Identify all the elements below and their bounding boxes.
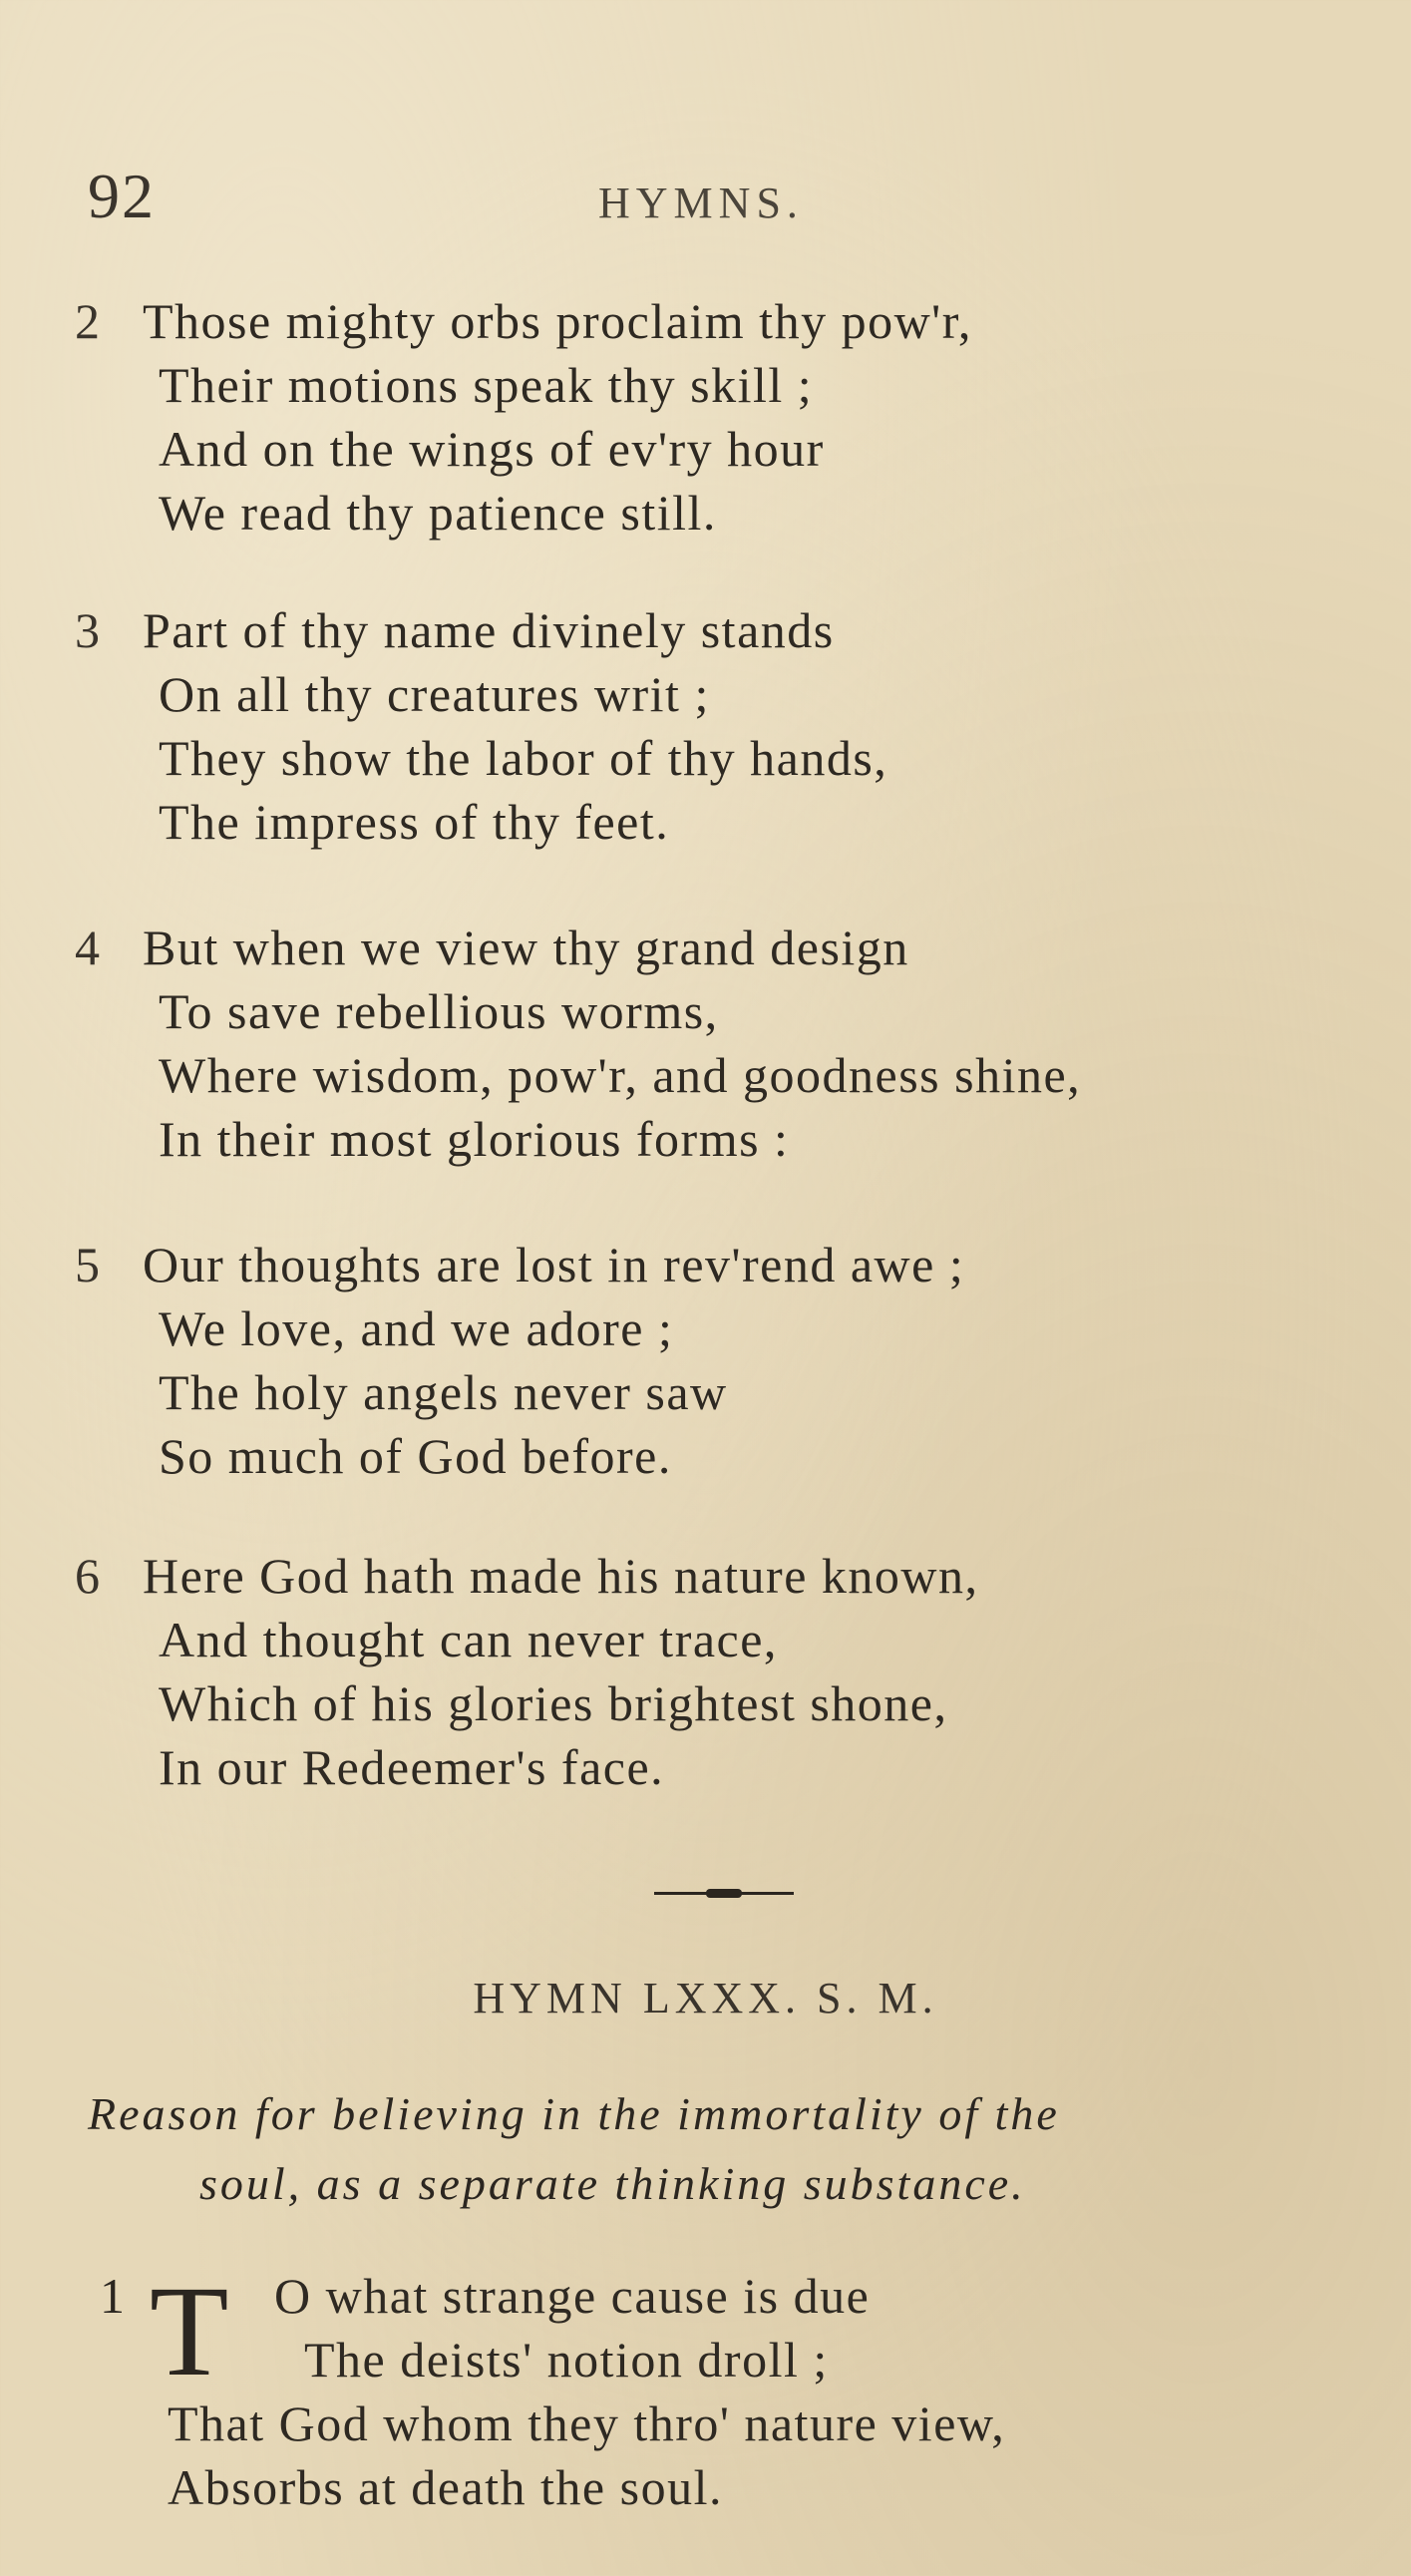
verse-line: Here God hath made his nature known, [143, 1548, 979, 1604]
verse-line: Those mighty orbs proclaim thy pow'r, [143, 293, 972, 349]
verse-line: So much of God before. [159, 1428, 672, 1484]
drop-cap: T [150, 2260, 229, 2403]
verse-line: O what strange cause is due [274, 2268, 871, 2324]
ornamental-divider [654, 1890, 794, 1896]
verse-line: Part of thy name divinely stands [143, 602, 835, 658]
verse-line: That God whom they thro' nature view, [168, 2395, 1006, 2451]
verse-line: The holy angels never saw [159, 1364, 728, 1420]
hymn-subtitle-line-1: Reason for believing in the immortality of the [88, 2088, 1060, 2139]
stanza-number: 5 [75, 1237, 100, 1292]
verse-line: And on the wings of ev'ry hour [159, 421, 825, 477]
verse-line: In our Redeemer's face. [159, 1739, 665, 1795]
hymn-title: HYMN LXXX. S. M. [473, 1974, 938, 2023]
hymn-subtitle-line-2: soul, as a separate thinking substance. [199, 2158, 1026, 2209]
verse-line: We love, and we adore ; [159, 1300, 674, 1356]
running-head: HYMNS. [598, 179, 804, 227]
verse-line: Absorbs at death the soul. [168, 2459, 723, 2515]
verse-line: They show the labor of thy hands, [159, 730, 888, 786]
stanza-3 [75, 598, 1371, 854]
verse-line: Where wisdom, pow'r, and goodness shine, [159, 1047, 1082, 1103]
verse-line: Our thoughts are lost in rev'rend awe ; [143, 1237, 965, 1292]
stanza-4 [75, 916, 1371, 1171]
verse-line: In their most glorious forms : [159, 1111, 790, 1167]
stanza-number: 1 [100, 2268, 125, 2324]
verse-line: To save rebellious worms, [159, 983, 719, 1039]
stanza-number: 6 [75, 1548, 100, 1604]
verse-line: And thought can never trace, [159, 1612, 778, 1667]
verse-line: But when we view thy grand design [143, 920, 909, 975]
stanza-number: 2 [75, 293, 100, 349]
stanza-2 [75, 289, 1371, 545]
verse-line: We read thy patience still. [159, 485, 717, 541]
page-header [88, 160, 1324, 239]
stanza-6 [75, 1544, 1371, 1799]
divider-ornament [706, 1889, 742, 1898]
verse-line: The deists' notion droll ; [304, 2332, 829, 2388]
verse-line: On all thy creatures writ ; [159, 666, 710, 722]
stanza-number: 3 [75, 602, 100, 658]
stanza-5 [75, 1233, 1371, 1488]
verse-line: The impress of thy feet. [159, 794, 670, 850]
verse-line: Which of his glories brightest shone, [159, 1675, 948, 1731]
page-number: 92 [88, 161, 156, 231]
verse-line: Their motions speak thy skill ; [159, 357, 814, 413]
stanza-number: 4 [75, 920, 100, 975]
hymn-stanza-1 [100, 2260, 1386, 2519]
